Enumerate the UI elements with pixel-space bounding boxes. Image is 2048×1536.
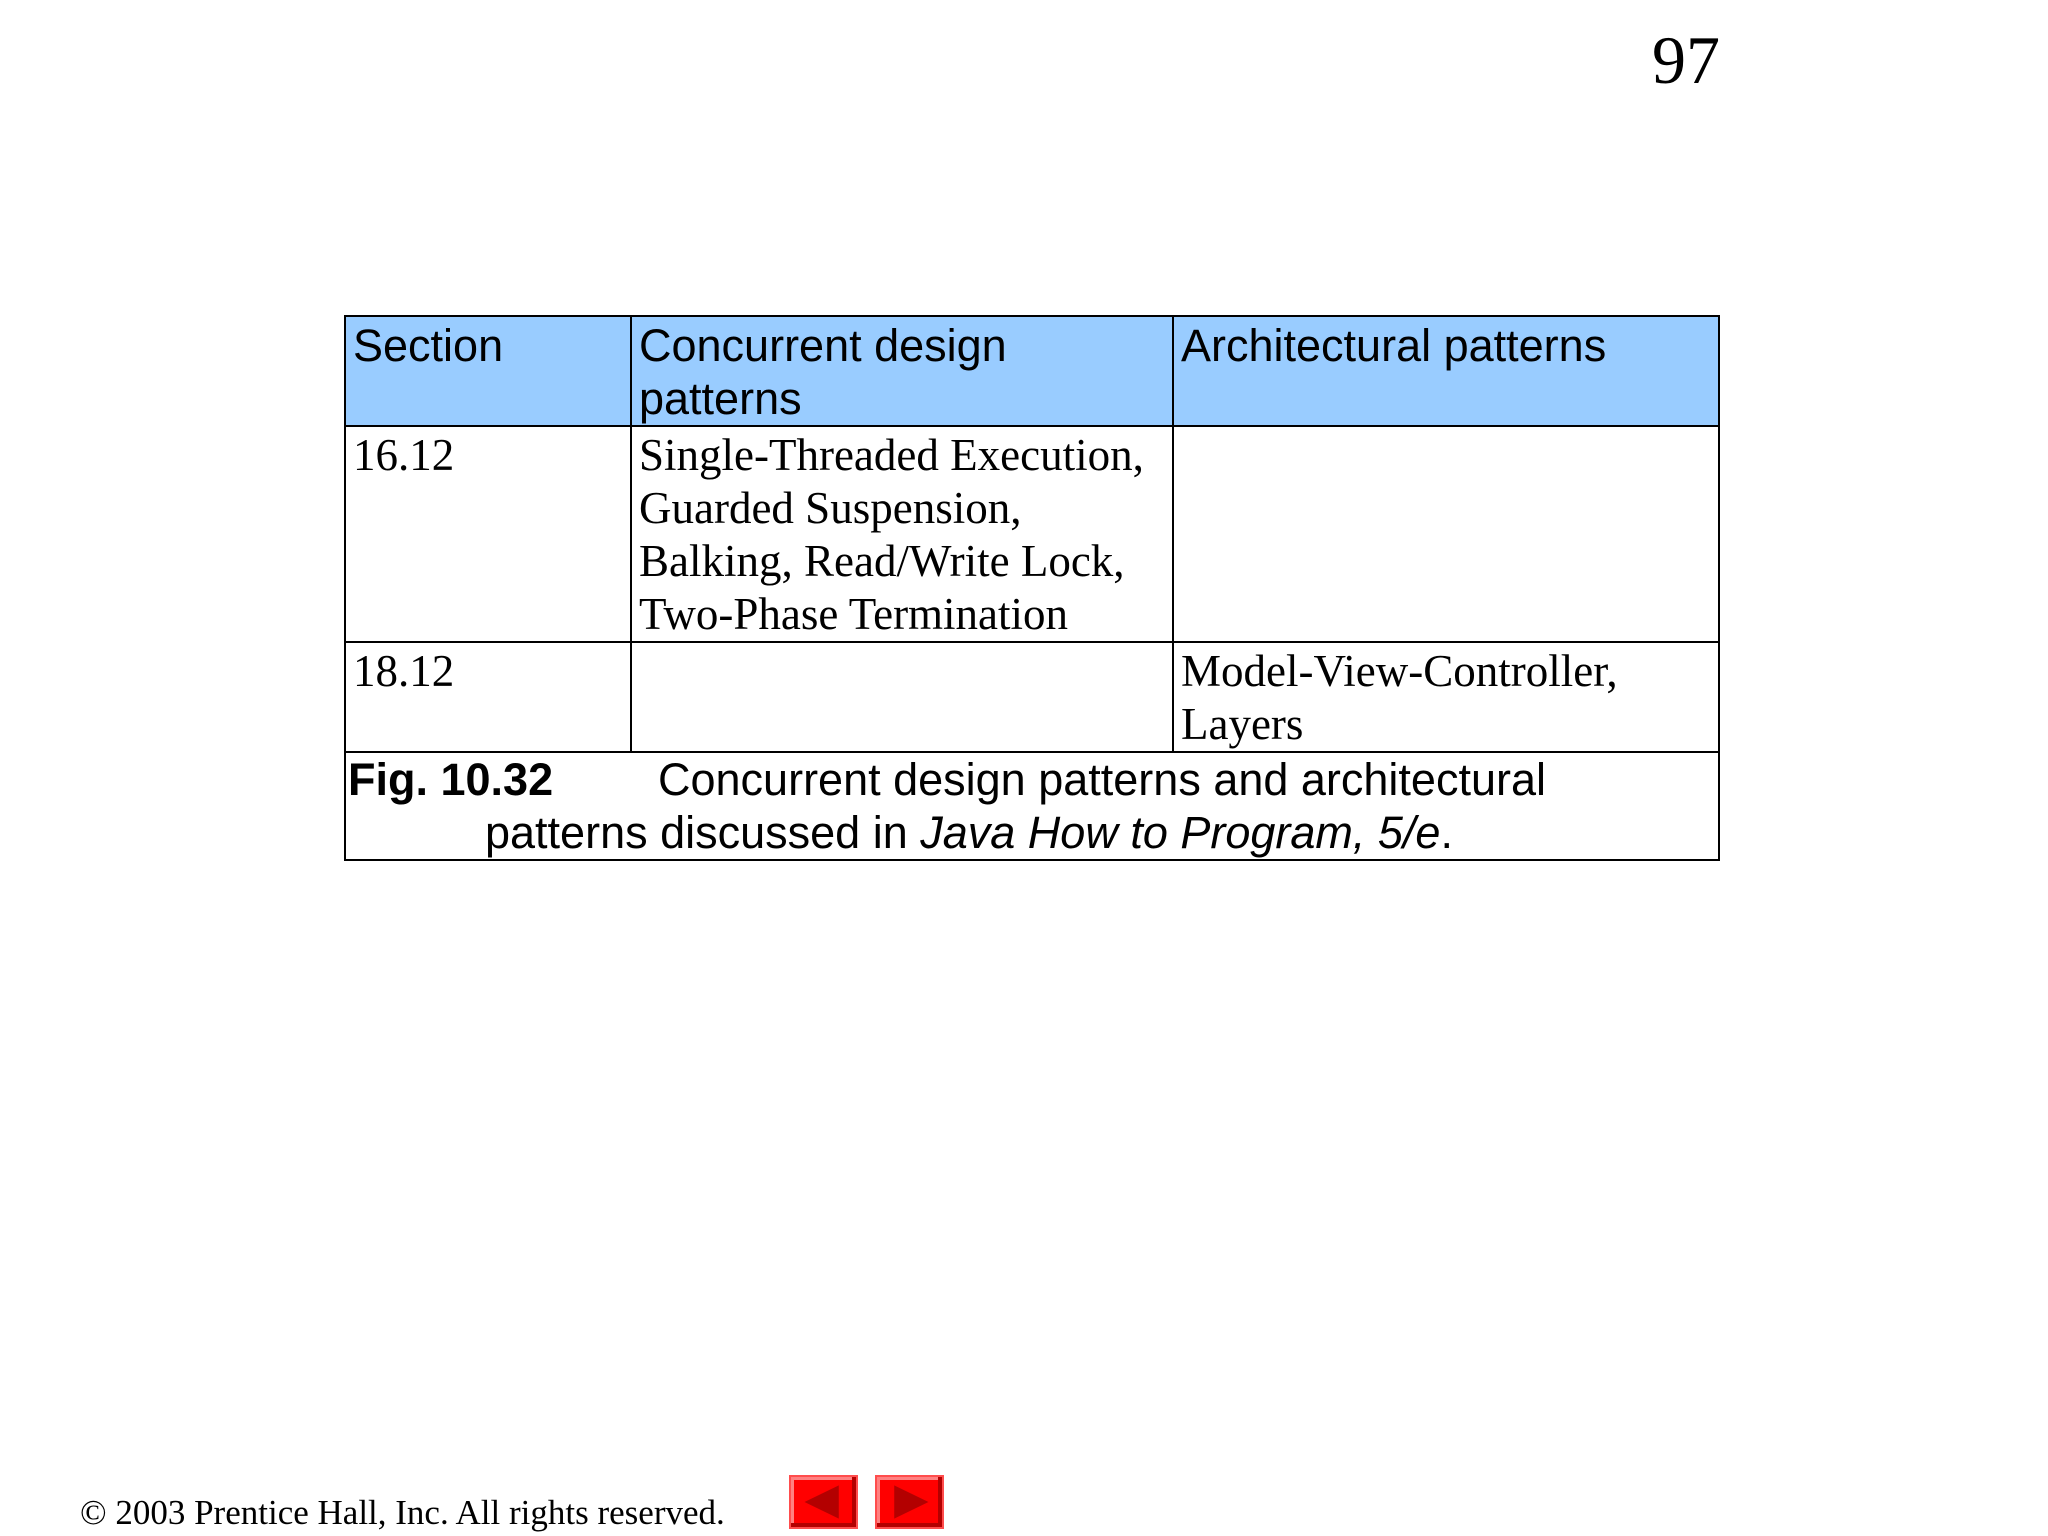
book-title: Java How to Program, 5/e [920, 807, 1441, 858]
caption-text: Concurrent design patterns and architectural [658, 754, 1547, 805]
patterns-table [344, 315, 1720, 861]
cell-section: 16.12 [345, 426, 631, 642]
caption-row [345, 752, 1719, 860]
caption-second-line [346, 806, 1718, 859]
previous-slide-button[interactable] [789, 1475, 858, 1529]
left-arrow-icon [791, 1477, 856, 1527]
page-number: 97 [1652, 22, 1720, 98]
header-architectural-patterns: Architectural patterns [1173, 316, 1719, 426]
right-arrow-icon [877, 1477, 942, 1527]
caption-text-continued: patterns discussed in [485, 807, 921, 858]
table-row [345, 642, 1719, 752]
figure-caption [345, 752, 1719, 860]
cell-concurrent-patterns: Single-Threaded Execution, Guarded Suspension, Balking, Read/Write Lock, Two-Phase Termination [631, 426, 1173, 642]
header-concurrent-design-patterns: Concurrent design patterns [631, 316, 1173, 426]
header-section: Section [345, 316, 631, 426]
copyright-notice: © 2003 Prentice Hall, Inc. All rights reserved. [80, 1493, 725, 1532]
table-header-row [345, 316, 1719, 426]
cell-concurrent-patterns [631, 642, 1173, 752]
cell-architectural-patterns [1173, 426, 1719, 642]
table-row [345, 426, 1719, 642]
next-slide-button[interactable] [875, 1475, 944, 1529]
caption-period: . [1440, 807, 1453, 858]
caption-first-line [346, 753, 1718, 806]
figure-label: Fig. 10.32 [348, 754, 554, 805]
cell-section: 18.12 [345, 642, 631, 752]
cell-architectural-patterns: Model-View-Controller, Layers [1173, 642, 1719, 752]
